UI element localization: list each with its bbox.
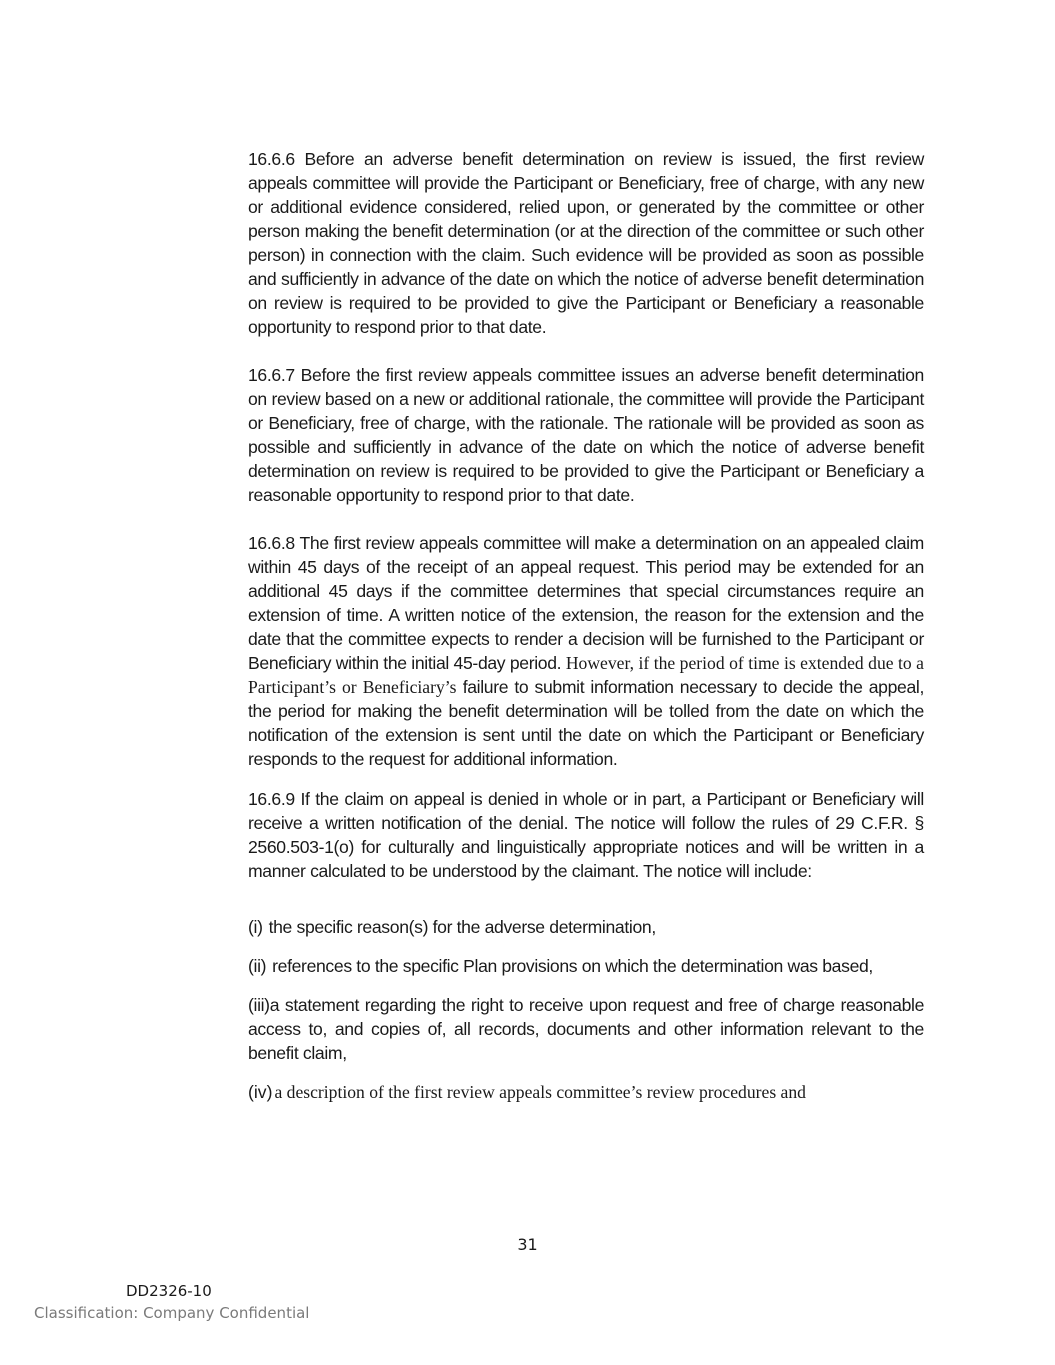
- paragraph-16-6-9: 16.6.9 If the claim on appeal is denied in whole or in part, a Participant or Beneficiary will receive a written notification of the denial. The notice will follow the rules of 29 C.F.R. § 2560.503-1(o) for culturally and linguistically appropriate notices and will be written in a manner calculated to be understood by the claimant. The notice will include:: [248, 789, 924, 881]
- list-marker: (iv): [248, 1082, 273, 1102]
- list-item-text: a statement regarding the right to receive upon request and free of charge reasonable access to, and copies of, all records, documents and other information relevant to the benefit claim,: [248, 995, 924, 1063]
- paragraph-16-6-8-part3: failure to submit information necessary to decide the appeal, the period for making the benefit determination will be tolled from the date on which the notification of the extension is sent until the date on which the Participant or Beneficiary responds to the request for additional information.: [248, 677, 924, 769]
- paragraph-16-6-8-part2: However, if the period of time is extended due to a Participant’s or Beneficiary’s: [248, 653, 924, 697]
- list-item: [248, 1080, 924, 1104]
- list-item-text: a description of the first review appeals committee’s review procedures and: [274, 1082, 806, 1102]
- list-item-text: references to the specific Plan provisions on which the determination was based,: [272, 956, 873, 976]
- page-body: [248, 147, 924, 1119]
- classification-label: Classification: Company Confidential: [34, 1304, 310, 1322]
- page-number: 31: [517, 1235, 538, 1254]
- list-marker: (ii): [248, 956, 267, 976]
- list-item: [248, 915, 924, 939]
- list-item: [248, 954, 924, 978]
- list-item-text: the specific reason(s) for the adverse determination,: [268, 917, 656, 937]
- document-id: DD2326-10: [126, 1282, 212, 1300]
- list-item: [248, 993, 924, 1065]
- list-marker: (i): [248, 917, 263, 937]
- paragraph-16-6-6: 16.6.6 Before an adverse benefit determination on review is issued, the first review appeals committee will provide the Participant or Beneficiary, free of charge, with any new or additional evidence considered, relied upon, or generated by the committee or other person making the benefit determination (or at the direction of the committee or such other person) in connection with the claim. Such evidence will be provided as soon as possible and sufficiently in advance of the date on which the notice of adverse benefit determination on review is required to be provided to give the Participant or Beneficiary a reasonable opportunity to respond prior to that date.: [248, 149, 924, 337]
- paragraph-16-6-8-part1: 16.6.8 The first review appeals committee will make a determination on an appealed claim within 45 days of the receipt of an appeal request. This period may be extended for an additional 45 days if the committee determines that special circumstances require an extension of time. A written notice of the extension, the reason for the extension and the date that the committee expects to render a decision will be furnished to the Participant or Beneficiary within the initial 45-day period.: [248, 533, 924, 673]
- paragraph-16-6-7: 16.6.7 Before the first review appeals committee issues an adverse benefit determination on review based on a new or additional rationale, the committee will provide the Participant or Beneficiary, free of charge, with the rationale. The rationale will be provided as soon as possible and sufficiently in advance of the date on which the notice of adverse benefit determination on review is required to be provided to give the Participant or Beneficiary a reasonable opportunity to respond prior to that date.: [248, 365, 924, 505]
- list-marker: (iii): [248, 995, 270, 1015]
- paragraph-16-6-8: [248, 531, 924, 771]
